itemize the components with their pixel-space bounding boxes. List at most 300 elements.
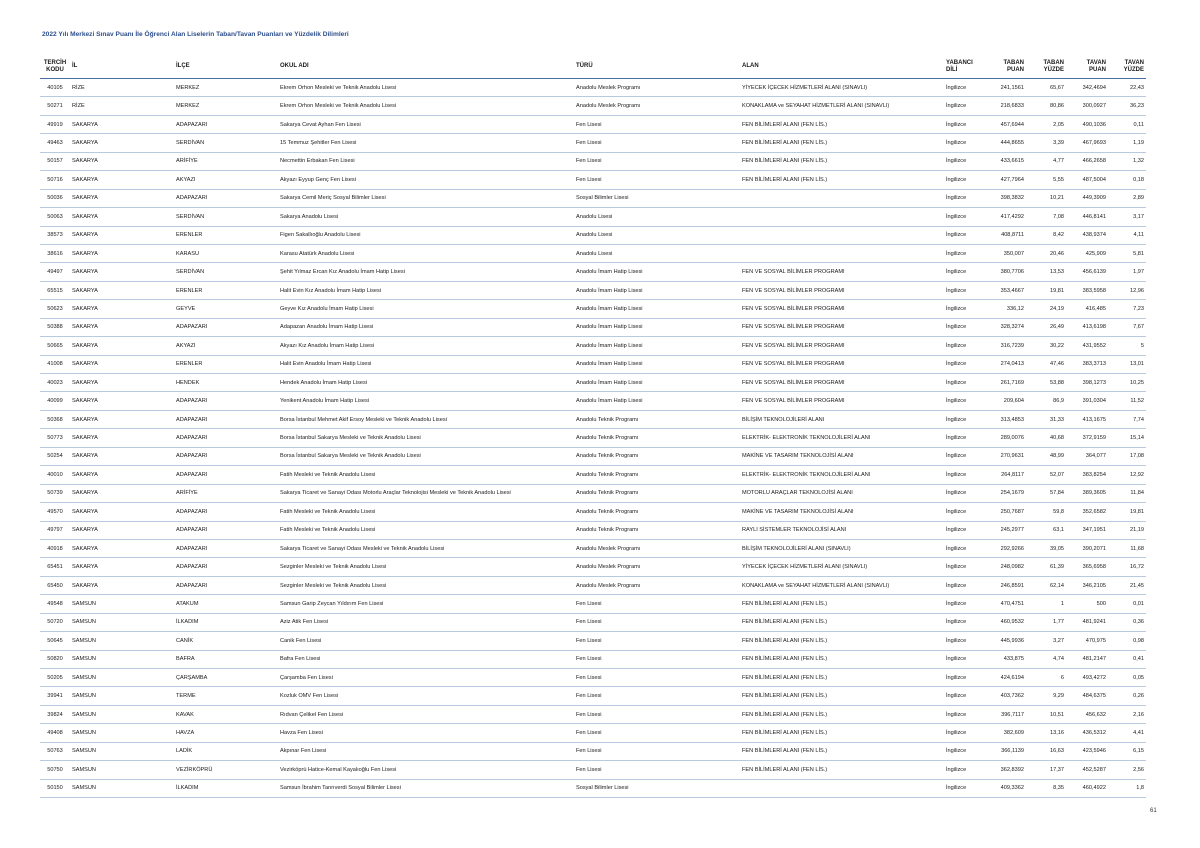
- cell-tavan-yuzde: 5: [1108, 337, 1146, 355]
- cell-turu: Anadolu Teknik Programı: [574, 503, 740, 521]
- cell-ilce: HAVZA: [174, 724, 278, 742]
- table-row: [40, 115, 1146, 133]
- cell-il: SAMSUN: [70, 650, 174, 668]
- cell-tercih-kodu: 50750: [40, 761, 70, 779]
- table-row: [40, 152, 1146, 170]
- cell-okul-adi: Akyazı Kız Anadolu İmam Hatip Lisesi: [278, 337, 574, 355]
- cell-okul-adi: Canik Fen Lisesi: [278, 632, 574, 650]
- cell-yabanci-dili: İngilizce: [944, 484, 988, 502]
- cell-tercih-kodu: 65451: [40, 558, 70, 576]
- cell-taban-puan: 218,6833: [988, 97, 1026, 115]
- cell-il: SAKARYA: [70, 558, 174, 576]
- cell-okul-adi: Çarşamba Fen Lisesi: [278, 669, 574, 687]
- cell-okul-adi: Halit Evin Anadolu İmam Hatip Lisesi: [278, 355, 574, 373]
- cell-tavan-puan: 391,0304: [1066, 392, 1108, 410]
- table-row: [40, 374, 1146, 392]
- cell-alan: MOTORLU ARAÇLAR TEKNOLOJİSİ ALANI: [740, 484, 944, 502]
- cell-tercih-kodu: 40023: [40, 374, 70, 392]
- table-row: [40, 576, 1146, 594]
- cell-turu: Anadolu Teknik Programı: [574, 484, 740, 502]
- cell-tavan-yuzde: 0,26: [1108, 687, 1146, 705]
- cell-ilce: ADAPAZARI: [174, 539, 278, 557]
- cell-tercih-kodu: 50150: [40, 779, 70, 797]
- cell-tercih-kodu: 49497: [40, 263, 70, 281]
- cell-alan: FEN BİLİMLERİ ALANI (FEN LİS.): [740, 134, 944, 152]
- table-row: [40, 318, 1146, 336]
- cell-taban-puan: 254,1679: [988, 484, 1026, 502]
- cell-taban-puan: 445,9936: [988, 632, 1026, 650]
- cell-turu: Anadolu Lisesi: [574, 208, 740, 226]
- cell-okul-adi: Ekrem Orhon Mesleki ve Teknik Anadolu Lisesi: [278, 79, 574, 97]
- cell-tavan-puan: 365,6958: [1066, 558, 1108, 576]
- table-row: [40, 761, 1146, 779]
- header-tavan-puan: TAVAN PUAN: [1066, 56, 1108, 79]
- cell-turu: Anadolu Meslek Programı: [574, 79, 740, 97]
- cell-alan: BİLİŞİM TEKNOLOJİLERİ ALANI: [740, 410, 944, 428]
- cell-taban-yuzde: 62,14: [1026, 576, 1066, 594]
- cell-ilce: ERENLER: [174, 355, 278, 373]
- header-alan: ALAN: [740, 56, 944, 79]
- cell-okul-adi: Fatih Mesleki ve Teknik Anadolu Lisesi: [278, 521, 574, 539]
- cell-yabanci-dili: İngilizce: [944, 724, 988, 742]
- table-row: [40, 724, 1146, 742]
- cell-ilce: SERDİVAN: [174, 134, 278, 152]
- cell-taban-puan: 380,7706: [988, 263, 1026, 281]
- cell-ilce: ADAPAZARI: [174, 318, 278, 336]
- cell-tavan-puan: 481,9241: [1066, 613, 1108, 631]
- cell-okul-adi: Sakarya Anadolu Lisesi: [278, 208, 574, 226]
- cell-yabanci-dili: İngilizce: [944, 632, 988, 650]
- table-row: [40, 705, 1146, 723]
- cell-taban-puan: 245,2977: [988, 521, 1026, 539]
- cell-taban-yuzde: 5,55: [1026, 171, 1066, 189]
- cell-alan: FEN BİLİMLERİ ALANI (FEN LİS.): [740, 152, 944, 170]
- cell-okul-adi: Kozluk OMV Fen Lisesi: [278, 687, 574, 705]
- cell-taban-puan: 353,4667: [988, 281, 1026, 299]
- cell-il: SAMSUN: [70, 761, 174, 779]
- cell-turu: Fen Lisesi: [574, 595, 740, 613]
- cell-turu: Anadolu Teknik Programı: [574, 410, 740, 428]
- cell-tavan-yuzde: 17,08: [1108, 447, 1146, 465]
- cell-taban-puan: 336,12: [988, 300, 1026, 318]
- cell-tavan-yuzde: 0,11: [1108, 115, 1146, 133]
- cell-tercih-kodu: 50716: [40, 171, 70, 189]
- table-row: [40, 189, 1146, 207]
- cell-tercih-kodu: 50645: [40, 632, 70, 650]
- cell-turu: Anadolu Lisesi: [574, 244, 740, 262]
- cell-tercih-kodu: 50254: [40, 447, 70, 465]
- cell-tercih-kodu: 50368: [40, 410, 70, 428]
- results-table: [40, 56, 1146, 798]
- cell-alan: FEN VE SOSYAL BİLİMLER PROGRAMI: [740, 392, 944, 410]
- cell-okul-adi: Yenikent Anadolu İmam Hatip Lisesi: [278, 392, 574, 410]
- cell-tavan-puan: 466,2658: [1066, 152, 1108, 170]
- cell-taban-yuzde: 47,46: [1026, 355, 1066, 373]
- cell-alan: [740, 244, 944, 262]
- cell-okul-adi: Geyve Kız Anadolu İmam Hatip Lisesi: [278, 300, 574, 318]
- cell-okul-adi: Sezginler Mesleki ve Teknik Anadolu Lisesi: [278, 576, 574, 594]
- header-okul-adi: OKUL ADI: [278, 56, 574, 79]
- cell-taban-puan: 289,0076: [988, 429, 1026, 447]
- cell-ilce: KARASU: [174, 244, 278, 262]
- cell-il: SAMSUN: [70, 595, 174, 613]
- cell-alan: YİYECEK İÇECEK HİZMETLERİ ALANI (SINAVLI): [740, 558, 944, 576]
- cell-tavan-yuzde: 1,32: [1108, 152, 1146, 170]
- cell-tercih-kodu: 50763: [40, 742, 70, 760]
- cell-tavan-puan: 346,2105: [1066, 576, 1108, 594]
- cell-yabanci-dili: İngilizce: [944, 208, 988, 226]
- cell-tavan-puan: 389,3605: [1066, 484, 1108, 502]
- cell-tavan-yuzde: 4,41: [1108, 724, 1146, 742]
- cell-il: RİZE: [70, 79, 174, 97]
- cell-yabanci-dili: İngilizce: [944, 576, 988, 594]
- cell-taban-puan: 396,7117: [988, 705, 1026, 723]
- cell-alan: MAKİNE VE TASARIM TEKNOLOJİSİ ALANI: [740, 447, 944, 465]
- table-row: [40, 226, 1146, 244]
- cell-tavan-yuzde: 11,68: [1108, 539, 1146, 557]
- cell-ilce: ADAPAZARI: [174, 558, 278, 576]
- table-header: [40, 56, 1146, 79]
- cell-alan: FEN BİLİMLERİ ALANI (FEN LİS.): [740, 650, 944, 668]
- cell-okul-adi: Vezirköprü Hatice-Kemal Kayalıoğlu Fen Lisesi: [278, 761, 574, 779]
- cell-tavan-puan: 423,5946: [1066, 742, 1108, 760]
- cell-turu: Fen Lisesi: [574, 650, 740, 668]
- cell-taban-puan: 424,6194: [988, 669, 1026, 687]
- cell-yabanci-dili: İngilizce: [944, 650, 988, 668]
- cell-okul-adi: Samsun İbrahim Tanrıverdi Sosyal Bilimler Lisesi: [278, 779, 574, 797]
- table-row: [40, 263, 1146, 281]
- cell-yabanci-dili: İngilizce: [944, 226, 988, 244]
- cell-turu: Anadolu Lisesi: [574, 226, 740, 244]
- cell-tavan-yuzde: 22,43: [1108, 79, 1146, 97]
- cell-tercih-kodu: 50720: [40, 613, 70, 631]
- cell-taban-yuzde: 1: [1026, 595, 1066, 613]
- cell-il: SAKARYA: [70, 189, 174, 207]
- cell-yabanci-dili: İngilizce: [944, 300, 988, 318]
- cell-il: SAKARYA: [70, 115, 174, 133]
- header-taban-puan: TABAN PUAN: [988, 56, 1026, 79]
- cell-tavan-puan: 347,1951: [1066, 521, 1108, 539]
- cell-yabanci-dili: İngilizce: [944, 503, 988, 521]
- cell-taban-puan: 264,8117: [988, 466, 1026, 484]
- cell-turu: Anadolu Teknik Programı: [574, 429, 740, 447]
- cell-okul-adi: 15 Temmuz Şehitler Fen Lisesi: [278, 134, 574, 152]
- cell-il: SAMSUN: [70, 742, 174, 760]
- cell-okul-adi: Şehit Yılmaz Ercan Kız Anadolu İmam Hatip Lisesi: [278, 263, 574, 281]
- cell-yabanci-dili: İngilizce: [944, 447, 988, 465]
- cell-yabanci-dili: İngilizce: [944, 318, 988, 336]
- cell-taban-yuzde: 7,08: [1026, 208, 1066, 226]
- cell-tavan-puan: 470,975: [1066, 632, 1108, 650]
- cell-yabanci-dili: İngilizce: [944, 613, 988, 631]
- cell-alan: FEN BİLİMLERİ ALANI (FEN LİS.): [740, 761, 944, 779]
- cell-il: RİZE: [70, 97, 174, 115]
- table-row: [40, 97, 1146, 115]
- cell-tavan-puan: 372,9159: [1066, 429, 1108, 447]
- cell-turu: Fen Lisesi: [574, 134, 740, 152]
- cell-tavan-yuzde: 12,92: [1108, 466, 1146, 484]
- header-taban-yuzde: TABAN YÜZDE: [1026, 56, 1066, 79]
- cell-alan: FEN VE SOSYAL BİLİMLER PROGRAMI: [740, 263, 944, 281]
- cell-okul-adi: Borsa İstanbul Sakarya Mesleki ve Teknik Anadolu Lisesi: [278, 447, 574, 465]
- cell-okul-adi: Hendek Anadolu İmam Hatip Lisesi: [278, 374, 574, 392]
- cell-okul-adi: Havza Fen Lisesi: [278, 724, 574, 742]
- cell-tavan-yuzde: 1,97: [1108, 263, 1146, 281]
- cell-turu: Fen Lisesi: [574, 669, 740, 687]
- cell-alan: FEN BİLİMLERİ ALANI (FEN LİS.): [740, 171, 944, 189]
- cell-tavan-yuzde: 1,19: [1108, 134, 1146, 152]
- cell-yabanci-dili: İngilizce: [944, 595, 988, 613]
- cell-okul-adi: Sezginler Mesleki ve Teknik Anadolu Lisesi: [278, 558, 574, 576]
- cell-tercih-kodu: 49570: [40, 503, 70, 521]
- table-row: [40, 632, 1146, 650]
- cell-tavan-yuzde: 21,45: [1108, 576, 1146, 594]
- cell-turu: Anadolu İmam Hatip Lisesi: [574, 392, 740, 410]
- cell-il: SAKARYA: [70, 134, 174, 152]
- cell-turu: Fen Lisesi: [574, 171, 740, 189]
- cell-tercih-kodu: 65450: [40, 576, 70, 594]
- cell-taban-yuzde: 1,77: [1026, 613, 1066, 631]
- table-row: [40, 613, 1146, 631]
- cell-ilce: ADAPAZARI: [174, 429, 278, 447]
- cell-okul-adi: Aziz Atik Fen Lisesi: [278, 613, 574, 631]
- cell-alan: FEN BİLİMLERİ ALANI (FEN LİS.): [740, 669, 944, 687]
- cell-tavan-puan: 436,5312: [1066, 724, 1108, 742]
- cell-yabanci-dili: İngilizce: [944, 152, 988, 170]
- cell-tavan-puan: 500: [1066, 595, 1108, 613]
- cell-ilce: ADAPAZARI: [174, 503, 278, 521]
- cell-alan: FEN BİLİMLERİ ALANI (FEN LİS.): [740, 613, 944, 631]
- cell-tavan-yuzde: 5,81: [1108, 244, 1146, 262]
- cell-taban-yuzde: 10,21: [1026, 189, 1066, 207]
- cell-tavan-puan: 490,1036: [1066, 115, 1108, 133]
- cell-turu: Anadolu İmam Hatip Lisesi: [574, 337, 740, 355]
- cell-taban-puan: 403,7362: [988, 687, 1026, 705]
- header-tercih-kodu: TERCİH KODU: [40, 56, 70, 79]
- cell-alan: FEN BİLİMLERİ ALANI (FEN LİS.): [740, 724, 944, 742]
- cell-yabanci-dili: İngilizce: [944, 189, 988, 207]
- cell-taban-puan: 248,0982: [988, 558, 1026, 576]
- cell-alan: FEN BİLİMLERİ ALANI (FEN LİS.): [740, 632, 944, 650]
- cell-tercih-kodu: 50623: [40, 300, 70, 318]
- cell-tavan-yuzde: 11,52: [1108, 392, 1146, 410]
- cell-tavan-yuzde: 3,17: [1108, 208, 1146, 226]
- cell-taban-puan: 427,7964: [988, 171, 1026, 189]
- cell-taban-yuzde: 20,46: [1026, 244, 1066, 262]
- cell-il: SAKARYA: [70, 263, 174, 281]
- table-row: [40, 539, 1146, 557]
- cell-taban-puan: 382,609: [988, 724, 1026, 742]
- cell-il: SAMSUN: [70, 632, 174, 650]
- cell-il: SAKARYA: [70, 503, 174, 521]
- cell-turu: Fen Lisesi: [574, 705, 740, 723]
- cell-il: SAKARYA: [70, 318, 174, 336]
- cell-taban-puan: 270,9631: [988, 447, 1026, 465]
- cell-taban-puan: 250,7687: [988, 503, 1026, 521]
- table-row: [40, 134, 1146, 152]
- cell-taban-yuzde: 17,37: [1026, 761, 1066, 779]
- cell-okul-adi: Fatih Mesleki ve Teknik Anadolu Lisesi: [278, 503, 574, 521]
- cell-okul-adi: Akpınar Fen Lisesi: [278, 742, 574, 760]
- cell-yabanci-dili: İngilizce: [944, 539, 988, 557]
- cell-alan: FEN BİLİMLERİ ALANI (FEN LİS.): [740, 742, 944, 760]
- cell-tercih-kodu: 49463: [40, 134, 70, 152]
- cell-tercih-kodu: 50665: [40, 337, 70, 355]
- cell-tavan-yuzde: 2,16: [1108, 705, 1146, 723]
- cell-tercih-kodu: 49548: [40, 595, 70, 613]
- cell-turu: Sosyal Bilimler Lisesi: [574, 779, 740, 797]
- cell-tavan-puan: 484,6375: [1066, 687, 1108, 705]
- cell-turu: Anadolu Meslek Programı: [574, 576, 740, 594]
- cell-tavan-puan: 342,4694: [1066, 79, 1108, 97]
- cell-turu: Anadolu Meslek Programı: [574, 539, 740, 557]
- cell-ilce: TERME: [174, 687, 278, 705]
- cell-tavan-puan: 383,5958: [1066, 281, 1108, 299]
- cell-il: SAKARYA: [70, 226, 174, 244]
- cell-tercih-kodu: 49919: [40, 115, 70, 133]
- cell-alan: KONAKLAMA ve SEYAHAT HİZMETLERİ ALANI (SINAVLI): [740, 576, 944, 594]
- table-row: [40, 779, 1146, 797]
- cell-ilce: ERENLER: [174, 281, 278, 299]
- cell-taban-puan: 417,4292: [988, 208, 1026, 226]
- table-row: [40, 687, 1146, 705]
- cell-yabanci-dili: İngilizce: [944, 355, 988, 373]
- table-row: [40, 208, 1146, 226]
- cell-ilce: ADAPAZARI: [174, 447, 278, 465]
- cell-tercih-kodu: 40010: [40, 466, 70, 484]
- page-number: 61: [1150, 808, 1157, 814]
- header-tavan-yuzde: TAVAN YÜZDE: [1108, 56, 1146, 79]
- table-row: [40, 503, 1146, 521]
- cell-tavan-yuzde: 7,74: [1108, 410, 1146, 428]
- table-row: [40, 595, 1146, 613]
- cell-tavan-yuzde: 1,8: [1108, 779, 1146, 797]
- cell-turu: Anadolu Teknik Programı: [574, 447, 740, 465]
- cell-alan: FEN VE SOSYAL BİLİMLER PROGRAMI: [740, 281, 944, 299]
- cell-tercih-kodu: 49408: [40, 724, 70, 742]
- cell-taban-puan: 246,8591: [988, 576, 1026, 594]
- cell-turu: Fen Lisesi: [574, 724, 740, 742]
- cell-ilce: İLKADIM: [174, 779, 278, 797]
- cell-taban-yuzde: 52,07: [1026, 466, 1066, 484]
- cell-turu: Anadolu İmam Hatip Lisesi: [574, 263, 740, 281]
- cell-tercih-kodu: 50036: [40, 189, 70, 207]
- table-row: [40, 742, 1146, 760]
- cell-tavan-puan: 413,1675: [1066, 410, 1108, 428]
- table-row: [40, 650, 1146, 668]
- cell-tavan-yuzde: 12,96: [1108, 281, 1146, 299]
- cell-tercih-kodu: 41008: [40, 355, 70, 373]
- cell-taban-puan: 274,0413: [988, 355, 1026, 373]
- cell-il: SAKARYA: [70, 447, 174, 465]
- cell-il: SAKARYA: [70, 208, 174, 226]
- cell-turu: Anadolu İmam Hatip Lisesi: [574, 281, 740, 299]
- cell-okul-adi: Halit Evin Kız Anadolu İmam Hatip Lisesi: [278, 281, 574, 299]
- cell-il: SAMSUN: [70, 705, 174, 723]
- cell-taban-yuzde: 24,19: [1026, 300, 1066, 318]
- cell-tavan-puan: 352,6582: [1066, 503, 1108, 521]
- cell-tavan-yuzde: 0,18: [1108, 171, 1146, 189]
- cell-okul-adi: Fatih Mesleki ve Teknik Anadolu Lisesi: [278, 466, 574, 484]
- cell-tavan-yuzde: 15,14: [1108, 429, 1146, 447]
- cell-taban-puan: 460,9532: [988, 613, 1026, 631]
- cell-taban-puan: 261,7169: [988, 374, 1026, 392]
- cell-okul-adi: Sakarya Cevat Ayhan Fen Lisesi: [278, 115, 574, 133]
- cell-turu: Anadolu Meslek Programı: [574, 558, 740, 576]
- cell-tavan-puan: 300,0927: [1066, 97, 1108, 115]
- table-row: [40, 429, 1146, 447]
- cell-yabanci-dili: İngilizce: [944, 705, 988, 723]
- cell-yabanci-dili: İngilizce: [944, 742, 988, 760]
- cell-yabanci-dili: İngilizce: [944, 97, 988, 115]
- cell-taban-yuzde: 31,33: [1026, 410, 1066, 428]
- cell-tercih-kodu: 50271: [40, 97, 70, 115]
- document-title: 2022 Yılı Merkezi Sınav Puanı İle Öğrenci Alan Liselerin Taban/Tavan Puanları ve Yüzdelik Dilimleri: [42, 31, 349, 38]
- cell-tavan-puan: 456,632: [1066, 705, 1108, 723]
- cell-okul-adi: Akyazı Eyyup Genç Fen Lisesi: [278, 171, 574, 189]
- cell-yabanci-dili: İngilizce: [944, 374, 988, 392]
- cell-tavan-yuzde: 2,89: [1108, 189, 1146, 207]
- cell-ilce: CANİK: [174, 632, 278, 650]
- cell-tercih-kodu: 40099: [40, 392, 70, 410]
- cell-tavan-puan: 425,909: [1066, 244, 1108, 262]
- cell-il: SAKARYA: [70, 429, 174, 447]
- cell-tavan-puan: 487,5004: [1066, 171, 1108, 189]
- header-yabanci-dili: YABANCI DİLİ: [944, 56, 988, 79]
- cell-turu: Anadolu Meslek Programı: [574, 97, 740, 115]
- cell-tercih-kodu: 38616: [40, 244, 70, 262]
- cell-taban-puan: 362,8392: [988, 761, 1026, 779]
- cell-tavan-puan: 456,6139: [1066, 263, 1108, 281]
- cell-tavan-puan: 467,9693: [1066, 134, 1108, 152]
- cell-tavan-puan: 390,2071: [1066, 539, 1108, 557]
- cell-tavan-yuzde: 0,36: [1108, 613, 1146, 631]
- cell-taban-yuzde: 3,39: [1026, 134, 1066, 152]
- cell-ilce: AKYAZI: [174, 171, 278, 189]
- cell-ilce: GEYVE: [174, 300, 278, 318]
- cell-tercih-kodu: 65515: [40, 281, 70, 299]
- cell-okul-adi: Bafra Fen Lisesi: [278, 650, 574, 668]
- cell-taban-puan: 433,6615: [988, 152, 1026, 170]
- table-row: [40, 79, 1146, 97]
- cell-il: SAKARYA: [70, 521, 174, 539]
- cell-taban-puan: 241,1561: [988, 79, 1026, 97]
- cell-tercih-kodu: 50157: [40, 152, 70, 170]
- cell-yabanci-dili: İngilizce: [944, 263, 988, 281]
- cell-tercih-kodu: 39824: [40, 705, 70, 723]
- cell-tavan-yuzde: 7,23: [1108, 300, 1146, 318]
- cell-yabanci-dili: İngilizce: [944, 392, 988, 410]
- cell-tavan-yuzde: 4,11: [1108, 226, 1146, 244]
- table-row: [40, 281, 1146, 299]
- cell-alan: [740, 226, 944, 244]
- cell-turu: Fen Lisesi: [574, 632, 740, 650]
- cell-tavan-puan: 438,9374: [1066, 226, 1108, 244]
- cell-turu: Fen Lisesi: [574, 761, 740, 779]
- table-row: [40, 447, 1146, 465]
- cell-taban-puan: 409,3362: [988, 779, 1026, 797]
- cell-tavan-yuzde: 13,01: [1108, 355, 1146, 373]
- cell-turu: Anadolu İmam Hatip Lisesi: [574, 318, 740, 336]
- cell-tavan-puan: 416,485: [1066, 300, 1108, 318]
- cell-taban-puan: 366,1139: [988, 742, 1026, 760]
- cell-okul-adi: Figen Sakallıoğlu Anadolu Lisesi: [278, 226, 574, 244]
- cell-yabanci-dili: İngilizce: [944, 558, 988, 576]
- cell-tavan-yuzde: 0,98: [1108, 632, 1146, 650]
- table-row: [40, 466, 1146, 484]
- cell-yabanci-dili: İngilizce: [944, 410, 988, 428]
- cell-okul-adi: Sakarya Ticaret ve Sanayi Odası Motorlu Araçlar Teknolojisi Mesleki ve Teknik Anadolu Lisesi: [278, 484, 574, 502]
